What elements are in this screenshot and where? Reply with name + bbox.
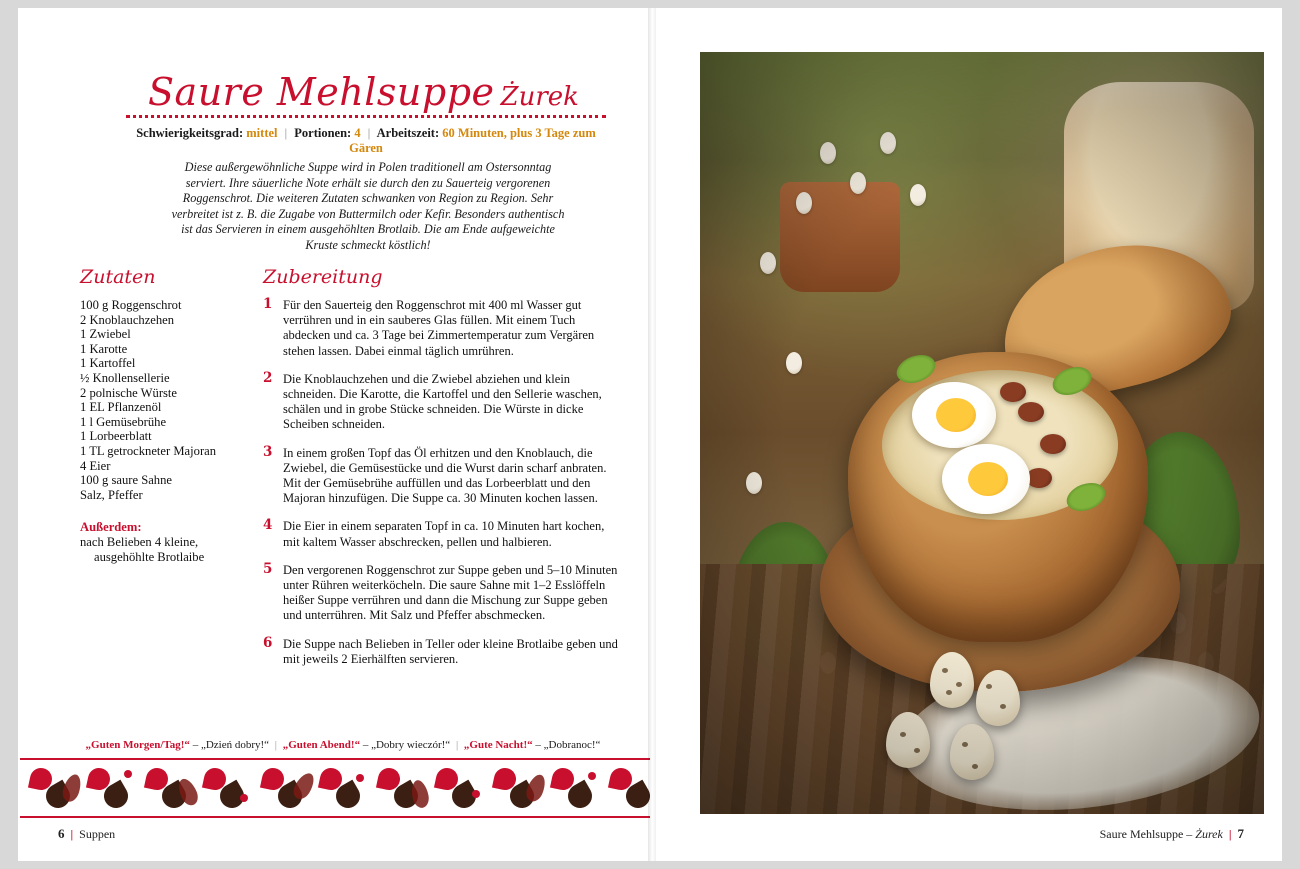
list-item	[263, 519, 623, 549]
step-number: 4	[263, 517, 273, 534]
step-text: Für den Sauerteig den Roggenschrot mit 400 ml Wasser gut verrühren und in ein sauberes Glas füllen. Mit einem Tuch abdecken und ca. 3 Tage bei Zimmertemperatur zum Vergären stehen lassen. Dabei einmal täglich umrühren.	[283, 298, 595, 358]
list-item: 1 Zwiebel	[80, 327, 131, 342]
list-item: 1 Karotte	[80, 341, 128, 356]
phrase-de-1: „Guten Morgen/Tag!“	[85, 739, 190, 751]
list-item: Salz, Pfeffer	[80, 487, 143, 502]
phrase-pl-1: – „Dzień dobry!“	[192, 739, 270, 751]
portions-value: 4	[354, 126, 361, 140]
footer-right	[1100, 826, 1244, 842]
list-item: 1 Kartoffel	[80, 356, 136, 371]
folk-pattern-band	[20, 758, 650, 818]
section-name-left: Suppen	[79, 827, 116, 841]
list-item	[263, 443, 623, 507]
step-number: 3	[263, 443, 273, 460]
preparation-heading: Zubereitung	[263, 266, 383, 288]
list-item: ½ Knollensellerie	[80, 370, 170, 385]
footer-separator-right: |	[1228, 827, 1232, 841]
page-frame-left	[0, 0, 18, 869]
additional-body	[80, 535, 250, 564]
list-item: 1 Lorbeerblatt	[80, 429, 152, 444]
recipe-intro: Diese außergewöhnliche Suppe wird in Polen traditionell am Ostersonntag serviert. Ihre säuerliche Note erhält sie durch den zu Sauerteig vergorenen Roggenschrot. Die weiteren Zutaten schwanken von Region zu Region. Sehr verbreitet ist z. B. die Zugabe von Buttermilch oder Kefir. Besonders authentisch ist das Servieren in einem ausgehöhlten Brotlaib. Die am Ende aufgeweichte Kruste schmeckt köstlich!	[171, 160, 565, 252]
meta-separator-1: |	[284, 126, 288, 140]
step-number: 6	[263, 634, 273, 651]
step-text: In einem großen Topf das Öl erhitzen und den Knoblauch, die Zwiebel, die Gemüsestücke und die Wurst darin scharf anbraten. Mit der Gemüsebrühe auffüllen und das Lorbeerblatt und den Majoran hinzufügen. Die Suppe ca. 30 Minuten kochen lassen.	[283, 445, 607, 506]
ingredients-section	[80, 266, 250, 565]
footer-left	[58, 826, 115, 842]
list-item	[263, 298, 623, 359]
recipe-photo	[700, 52, 1264, 814]
footer-separator-left: |	[70, 827, 74, 841]
step-number: 2	[263, 369, 273, 386]
photo-vignette	[700, 52, 1264, 814]
ingredients-heading: Zutaten	[80, 266, 156, 288]
time-label: Arbeitszeit:	[376, 126, 440, 140]
ingredients-list	[80, 298, 250, 502]
list-item	[263, 560, 623, 624]
additional-heading: Außerdem:	[80, 520, 142, 535]
list-item: 4 Eier	[80, 458, 111, 473]
list-item: 2 Knoblauchzehen	[80, 312, 175, 327]
phrase-pl-3: – „Dobranoc!“	[535, 739, 601, 751]
page-title	[148, 70, 578, 114]
recipe-title-sub: Żurek	[500, 82, 579, 112]
step-number: 5	[263, 560, 273, 577]
time-value: 60 Minuten, plus 3 Tage zum Gären	[349, 126, 596, 155]
preparation-list	[263, 298, 623, 667]
phrase-de-3: „Gute Nacht!“	[463, 739, 533, 751]
phrase-pl-2: – „Dobry wieczór!“	[362, 739, 451, 751]
difficulty-label: Schwierigkeitsgrad:	[136, 126, 244, 140]
additional-line-2: ausgehöhlte Brotlaibe	[94, 549, 205, 564]
list-item	[263, 369, 623, 433]
recipe-meta	[126, 126, 606, 156]
meta-separator-2: |	[367, 126, 371, 140]
list-item: 2 polnische Würste	[80, 385, 177, 400]
difficulty-value: mittel	[246, 126, 278, 140]
left-page	[18, 8, 650, 861]
phrase-separator-2: |	[455, 739, 459, 751]
page-number-right: 7	[1237, 826, 1244, 841]
phrase-de-2: „Guten Abend!“	[282, 739, 361, 751]
recipe-name-footer: Saure Mehlsuppe –	[1099, 827, 1196, 841]
step-text: Die Eier in einem separaten Topf in ca. 10 Minuten hart kochen, mit kaltem Wasser abschrecken, pellen und halbieren.	[283, 519, 605, 549]
page-frame-bottom	[0, 861, 1300, 869]
title-divider	[126, 112, 606, 118]
list-item: 100 g saure Sahne	[80, 473, 172, 488]
page-frame-top	[0, 0, 1300, 8]
step-text: Die Knoblauchzehen und die Zwiebel abziehen und klein schneiden. Die Karotte, die Kartoffel und den Sellerie waschen, schälen und in grobe Stücke schneiden. Die Würste in dicke Scheiben schneiden.	[283, 371, 602, 432]
right-page	[650, 8, 1282, 861]
phrase-separator-1: |	[274, 739, 277, 751]
phrase-strip	[58, 739, 628, 751]
step-text: Den vergorenen Roggenschrot zur Suppe geben und 5–10 Minuten unter Rühren weiterköcheln. Die saure Sahne mit 1–2 Esslöffeln heißer Suppe verrühren und dann die Mischung zur Suppe geben und unterrühren. Mit Salz und Pfeffer abschmecken.	[283, 562, 618, 623]
recipe-name-footer-italic: Żurek	[1195, 827, 1223, 841]
step-number: 1	[263, 296, 273, 312]
list-item: 1 l Gemüsebrühe	[80, 414, 167, 429]
preparation-section	[263, 266, 623, 680]
recipe-title-main: Saure Mehlsuppe	[148, 70, 495, 114]
step-text: Die Suppe nach Belieben in Teller oder kleine Brotlaibe geben und mit jeweils 2 Eierhälften servieren.	[283, 636, 618, 666]
list-item: 1 EL Pflanzenöl	[80, 400, 162, 415]
list-item: 100 g Roggenschrot	[80, 298, 182, 312]
additional-line-1: nach Belieben 4 kleine,	[80, 535, 199, 550]
list-item: 1 TL getrockneter Majoran	[80, 443, 217, 458]
portions-label: Portionen:	[294, 126, 352, 140]
page-frame-right	[1282, 0, 1300, 869]
list-item	[263, 634, 623, 667]
page-number-left: 6	[58, 826, 65, 841]
